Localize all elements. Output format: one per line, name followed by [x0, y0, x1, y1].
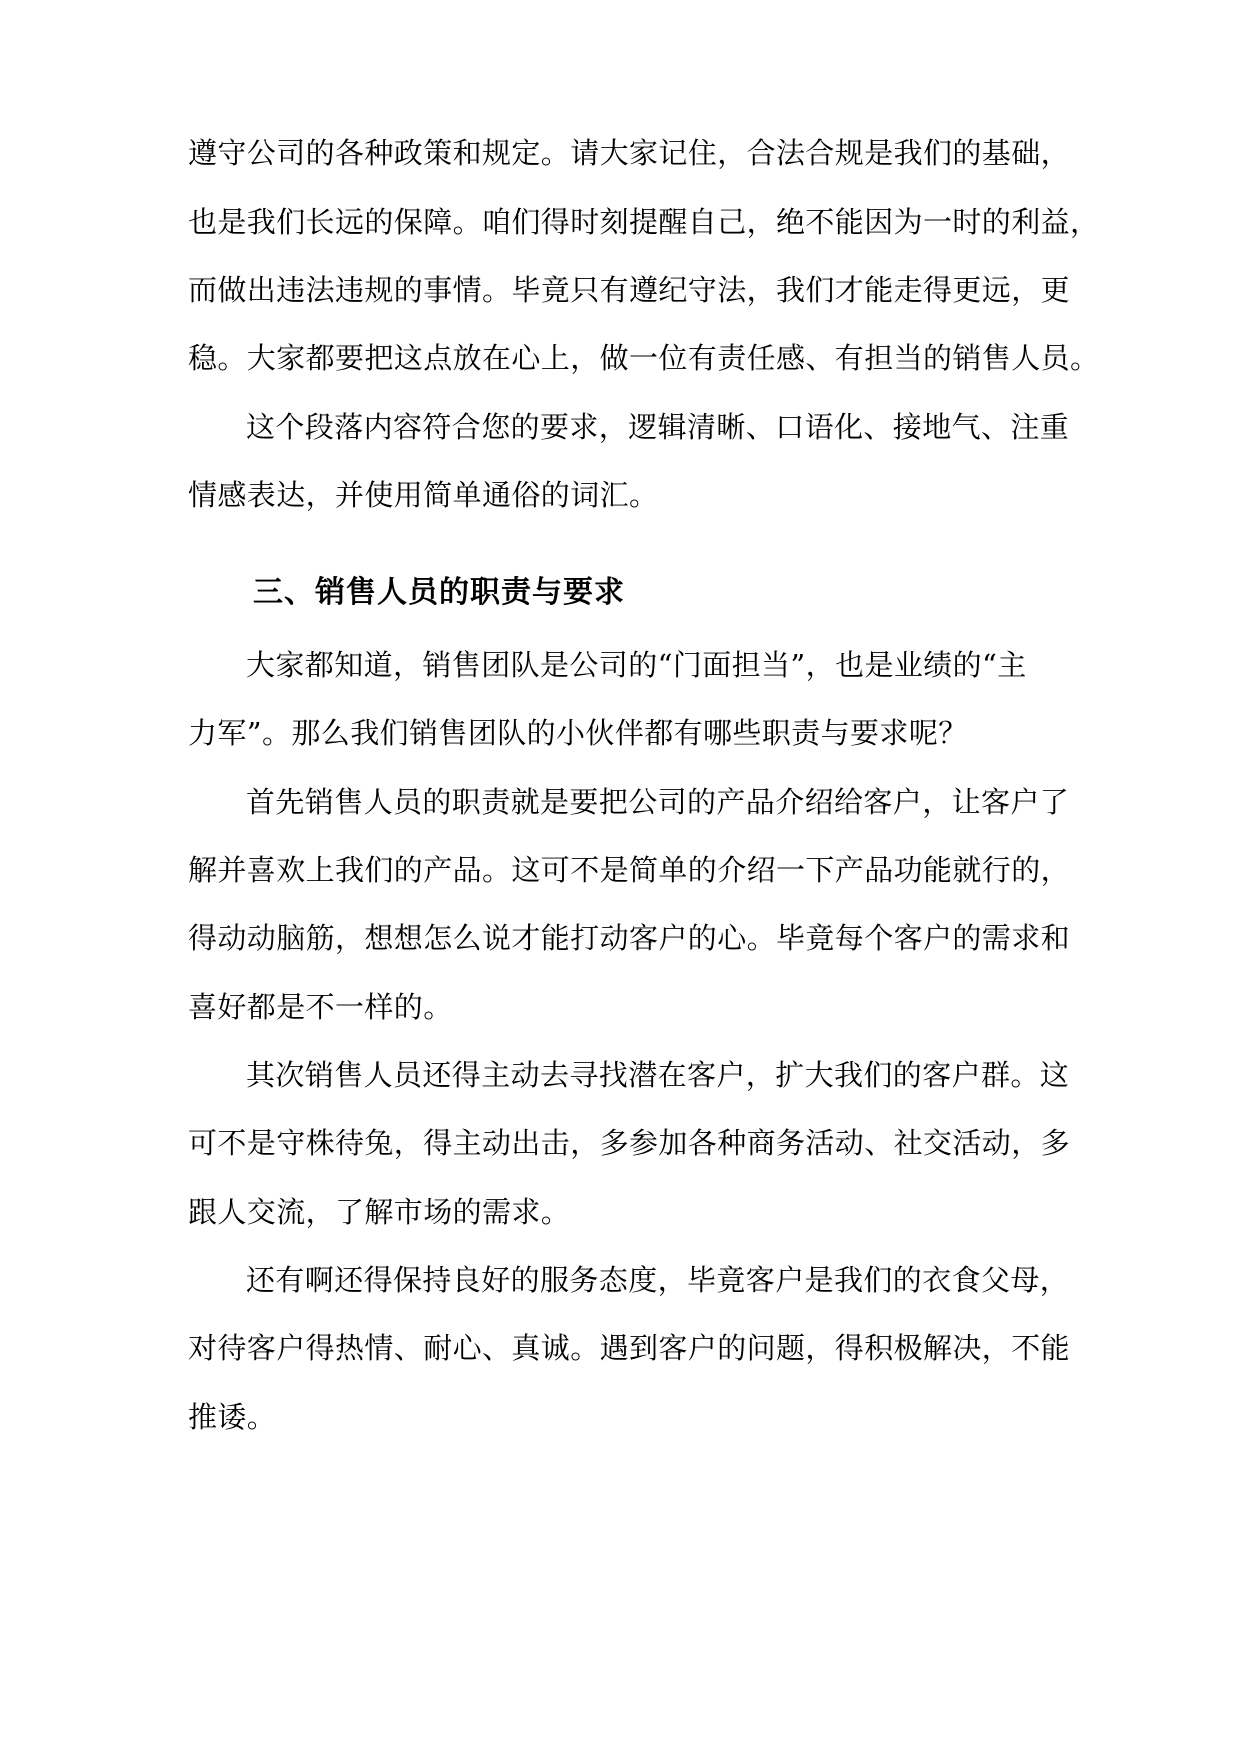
paragraph-line: 得动动脑筋，想想怎么说才能打动客户的心。毕竟每个客户的需求和 [188, 921, 1071, 955]
paragraph-line: 还有啊还得保持良好的服务态度，毕竟客户是我们的衣食父母， [246, 1263, 1070, 1297]
paragraph-line: 而做出违法违规的事情。毕竟只有遵纪守法，我们才能走得更远，更 [188, 273, 1071, 307]
paragraph-line: 这个段落内容符合您的要求，逻辑清晰、口语化、接地气、注重 [246, 410, 1070, 444]
paragraph-line: 推诿。 [188, 1400, 277, 1434]
paragraph-line: 可不是守株待兔，得主动出击，多参加各种商务活动、社交活动，多 [188, 1126, 1071, 1160]
paragraph-line: 遵守公司的各种政策和规定。请大家记住，合法合规是我们的基础， [188, 136, 1071, 170]
paragraph-line: 首先销售人员的职责就是要把公司的产品介绍给客户，让客户了 [246, 785, 1070, 819]
paragraph-line: 喜好都是不一样的。 [188, 990, 453, 1024]
paragraph-line: 对待客户得热情、耐心、真诚。遇到客户的问题，得积极解决，不能 [188, 1331, 1071, 1365]
paragraph-line: 情感表达，并使用简单通俗的词汇。 [188, 478, 659, 512]
paragraph-line: 力军”。那么我们销售团队的小伙伴都有哪些职责与要求呢？ [188, 716, 968, 750]
paragraph-line: 解并喜欢上我们的产品。这可不是简单的介绍一下产品功能就行的， [188, 853, 1071, 887]
paragraph-line: 大家都知道，销售团队是公司的“门面担当”，也是业绩的“主 [246, 648, 1027, 682]
section-heading: 三、销售人员的职责与要求 [253, 575, 625, 610]
paragraph-line: 其次销售人员还得主动去寻找潜在客户，扩大我们的客户群。这 [246, 1058, 1070, 1092]
paragraph-line: 稳。大家都要把这点放在心上，做一位有责任感、有担当的销售人员。 [188, 341, 1100, 375]
paragraph-line: 跟人交流，了解市场的需求。 [188, 1195, 571, 1229]
paragraph-line: 也是我们长远的保障。咱们得时刻提醒自己，绝不能因为一时的利益， [188, 205, 1100, 239]
